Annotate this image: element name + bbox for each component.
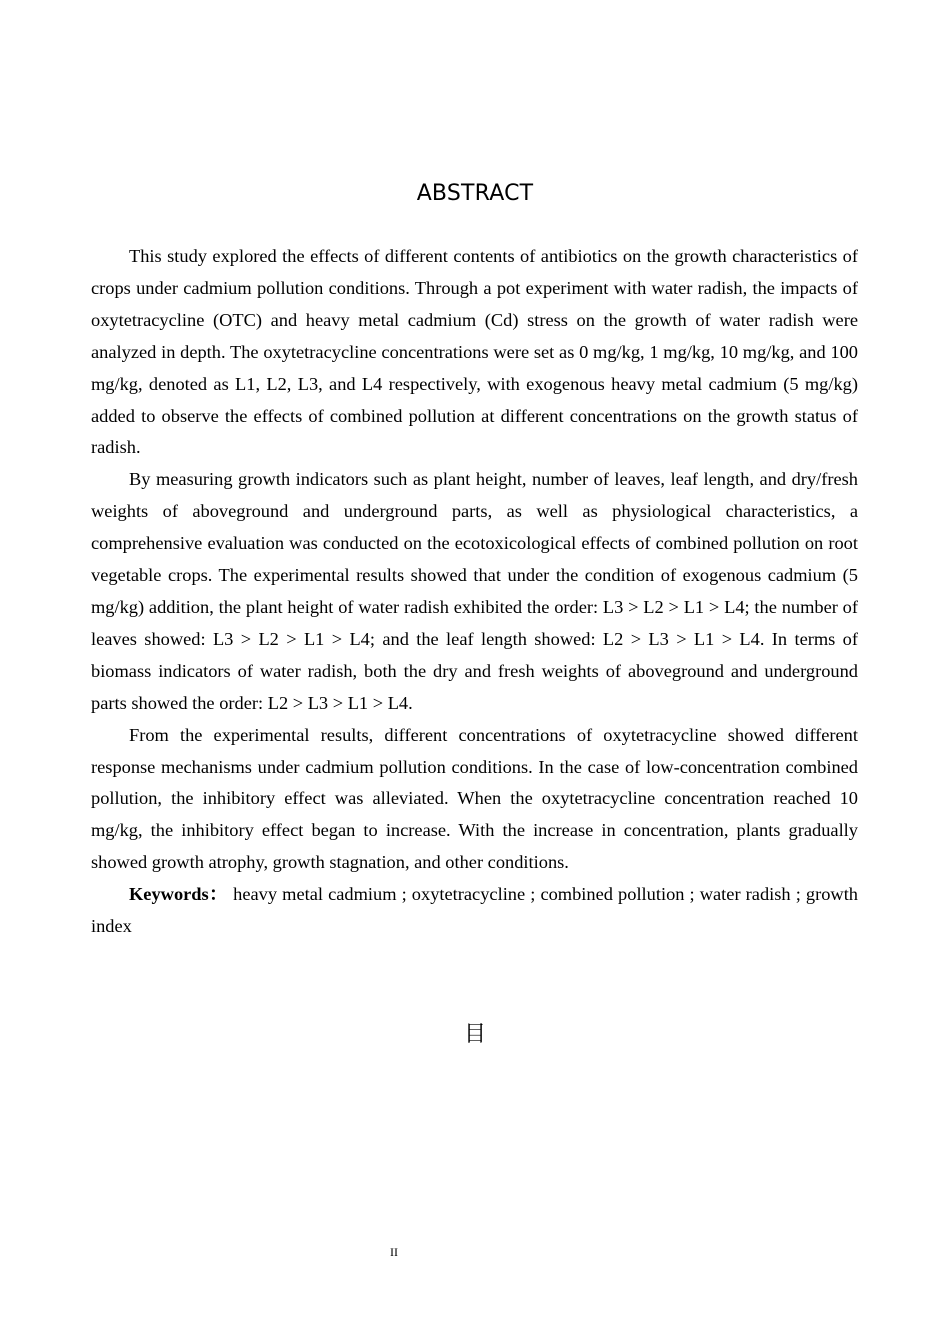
abstract-paragraph-2: By measuring growth indicators such as plant height, number of leaves, leaf length, and dry/fresh weights of aboveground and underground parts, as well as physiological characteristics, a comprehensive evaluation was conducted on the ecotoxicological effects of combined pollution on root vegetable crops. The experimental results showed that under the condition of exogenous cadmium (5 mg/kg) addition, the plant height of water radish exhibited the order: L3 > L2 > L1 > L4; the number of leaves showed: L3 > L2 > L1 > L4; and the leaf length showed: L2 > L3 > L1 > L4. In terms of biomass indicators of water radish, both the dry and fresh weights of aboveground and underground parts showed the order: L2 > L3 > L1 > L4.	[91, 469, 858, 713]
keywords-list: heavy metal cadmium ; oxytetracycline ; combined pollution ; water radish ; growth index	[91, 884, 858, 937]
abstract-paragraph-3: From the experimental results, different concentrations of oxytetracycline showed different response mechanisms under cadmium pollution conditions. In the case of low-concentration combined pollution, the inhibitory effect was alleviated. When the oxytetracycline concentration reached 10 mg/kg, the inhibitory effect began to increase. With the increase in concentration, plants gradually showed growth atrophy, growth stagnation, and other conditions.	[91, 724, 858, 873]
keywords-label: Keywords：	[129, 884, 229, 905]
table-of-contents-heading: 目	[463, 1022, 486, 1047]
abstract-body	[91, 241, 858, 943]
abstract-paragraph-1: This study explored the effects of different contents of antibiotics on the growth characteristics of crops under cadmium pollution conditions. Through a pot experiment with water radish, the impacts of oxytetracycline (OTC) and heavy metal cadmium (Cd) stress on the growth of water radish were analyzed in depth. The oxytetracycline concentrations were set as 0 mg/kg, 1 mg/kg, 10 mg/kg, and 100 mg/kg, denoted as L1, L2, L3, and L4 respectively, with exogenous heavy metal cadmium (5 mg/kg) added to observe the effects of combined pollution at different concentrations on the growth status of radish.	[91, 246, 858, 458]
abstract-title: ABSTRACT	[416, 181, 534, 206]
keywords-paragraph	[91, 879, 858, 943]
page-number: II	[390, 1245, 398, 1259]
